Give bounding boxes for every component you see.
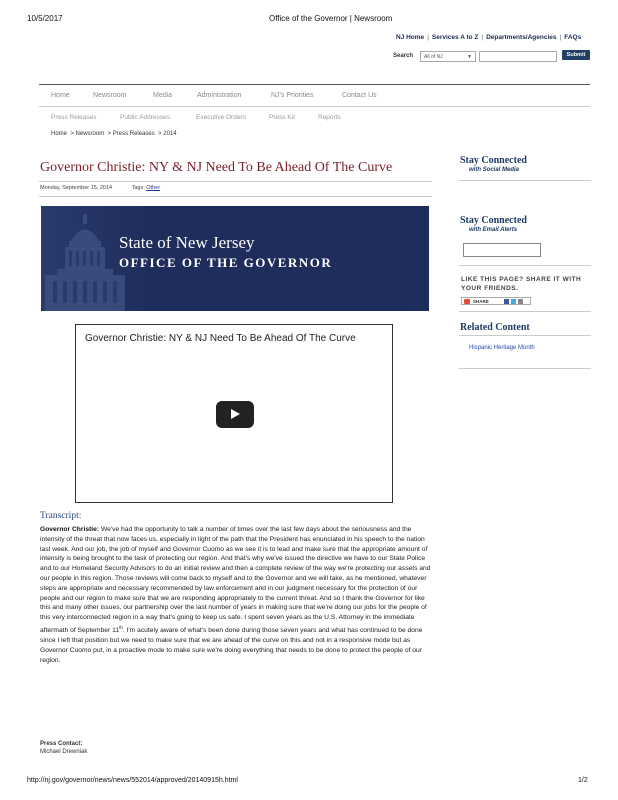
nav-priorities[interactable]: NJ's Priorities	[271, 92, 314, 99]
breadcrumb-home[interactable]: Home	[51, 131, 68, 137]
nav-newsroom[interactable]: Newsroom	[93, 92, 127, 99]
video-title: Governor Christie: NY & NJ Need To Be Ahead Of The Curve	[85, 333, 356, 344]
share-label: SHARE	[473, 299, 489, 304]
nav-media[interactable]: Media	[153, 92, 173, 99]
stay-connected-social-heading: Stay Connected	[460, 155, 527, 166]
nav-administration[interactable]: Administration	[197, 92, 242, 99]
email-alerts-input[interactable]	[463, 243, 541, 257]
article-date: Monday, September 15, 2014	[40, 185, 113, 191]
breadcrumb-year[interactable]: 2014	[163, 131, 177, 137]
twitter-icon	[511, 299, 516, 304]
print-footer-url: http://nj.gov/governor/news/news/552014/approved/20140915h.html	[27, 777, 238, 784]
play-icon	[231, 409, 240, 419]
print-date: 10/5/2017	[27, 14, 63, 23]
tags-label: Tags:	[131, 185, 145, 191]
sidebar-rule-3	[459, 311, 591, 312]
chevron-down-icon: ▼	[467, 54, 472, 60]
transcript-heading: Transcript:	[40, 511, 82, 521]
transcript-superscript: th	[119, 624, 123, 630]
related-content-heading: Related Content	[460, 322, 530, 333]
print-footer-page: 1/2	[578, 777, 588, 784]
transcript-text-2: . I'm acutely aware of what's been done during those seven years and what has continued to be done since I left that position but we need to make sure that we are ahead of the curve on this and not in a responsive mode but as Governor Cuomo put, in a proactive mode to make sure we're doing everything that needs to be done to protect the people of our region.	[40, 627, 423, 664]
search-submit-button[interactable]: Submit	[562, 50, 590, 60]
breadcrumb-press-releases[interactable]: Press Releases	[112, 131, 155, 137]
press-contact-name: Michael Drewniak	[40, 749, 88, 755]
sidebar-rule-4	[459, 335, 591, 336]
sidebar-rule-2	[459, 265, 591, 266]
article-meta	[40, 185, 160, 191]
transcript-text-1: We've had the opportunity to talk a number of times over the last few days about the seriousness and the intensity of the threat that now faces us, especially in light of the path that the President has enunciated in his speech to the nation last week. And our job, the job of myself and Governor Cuomo as we see it is to lead and make sure that the appropriate amount of intensity is being brought to the task of protecting our region. And that's why we've issued the directive we have to our State Police and to our Homeland Security Advisors to do an initial review and then a complete review of the way we're protecting our assets and our people in this region. Those reviews will come back to myself and to the Governor and we will take, as he mentioned, whatever steps are appropriate and necessary recommended by law enforcement and in our judgment necessary for the protection of our people and our region to make sure that we are responding appropriately to the current threat. And so I thank the Governor for like this and many other issues, our partnership over the last number of years in making sure that we're doing our jobs for the people of this very interconnected region in a way that's going to keep us safe. I spent seven years as the U.S. Attorney in the immediate aftermath of September 11	[40, 526, 431, 635]
page-title: Governor Christie: NY & NJ Need To Be Ahead Of The Curve	[40, 160, 393, 175]
transcript-speaker: Governor Christie:	[40, 526, 100, 533]
nav-contact-us[interactable]: Contact Us	[342, 92, 377, 99]
press-contact-label: Press Contact:	[40, 741, 83, 747]
breadcrumb: Home > Newsroom > Press Releases > 2014	[51, 131, 177, 137]
nav-home[interactable]: Home	[51, 92, 70, 99]
related-link-hispanic-heritage[interactable]: Hispanic Heritage Month	[469, 345, 535, 351]
top-link-faqs[interactable]: FAQs	[564, 34, 582, 41]
breadcrumb-newsroom[interactable]: Newsroom	[75, 131, 105, 137]
sidebar-rule-1	[459, 180, 591, 181]
facebook-icon	[504, 299, 509, 304]
top-link-departments[interactable]: Departments/Agencies	[486, 34, 557, 41]
subnav-press-releases[interactable]: Press Releases	[51, 114, 97, 121]
search-label: Search	[393, 53, 414, 59]
transcript-body	[40, 525, 432, 665]
like-share-text: LIKE THIS PAGE? SHARE IT WITH YOUR FRIENDS.	[461, 276, 582, 292]
top-link-nj-home[interactable]: NJ Home	[396, 34, 425, 41]
tag-link[interactable]: Other	[146, 185, 161, 191]
share-widget[interactable]	[461, 297, 531, 305]
nav-mid-rule	[39, 106, 590, 107]
subnav-public-addresses[interactable]: Public Addresses	[120, 114, 170, 121]
subnav-press-kit[interactable]: Press Kit	[269, 114, 296, 121]
video-player[interactable]	[75, 324, 393, 503]
banner-state-text: State of New Jersey	[119, 233, 255, 252]
top-links: NJ Home | Services A to Z | Departments/Agencies | FAQs	[396, 34, 582, 41]
sidebar-rule-5	[459, 368, 591, 369]
subnav-reports[interactable]: Reports	[318, 114, 341, 121]
top-link-services[interactable]: Services A to Z	[431, 34, 479, 41]
search-scope-value: All of NJ	[424, 54, 443, 60]
subnav-executive-orders[interactable]: Executive Orders	[196, 114, 246, 121]
nav-top-rule	[39, 84, 590, 85]
search-scope-select[interactable]	[420, 51, 476, 62]
search-input[interactable]	[479, 51, 557, 62]
stay-connected-email-heading: Stay Connected	[460, 215, 527, 226]
stay-connected-email-sub: with Email Alerts	[469, 227, 518, 233]
share-icon	[464, 299, 470, 304]
print-title: Office of the Governor | Newsroom	[269, 14, 393, 23]
play-button[interactable]	[216, 401, 254, 428]
more-share-icon	[518, 299, 523, 304]
title-rule	[39, 181, 432, 182]
meta-rule	[39, 196, 432, 197]
banner-office-text: OFFICE OF THE GOVERNOR	[119, 255, 333, 270]
office-banner	[41, 206, 429, 311]
stay-connected-social-sub: with Social Media	[469, 167, 520, 173]
